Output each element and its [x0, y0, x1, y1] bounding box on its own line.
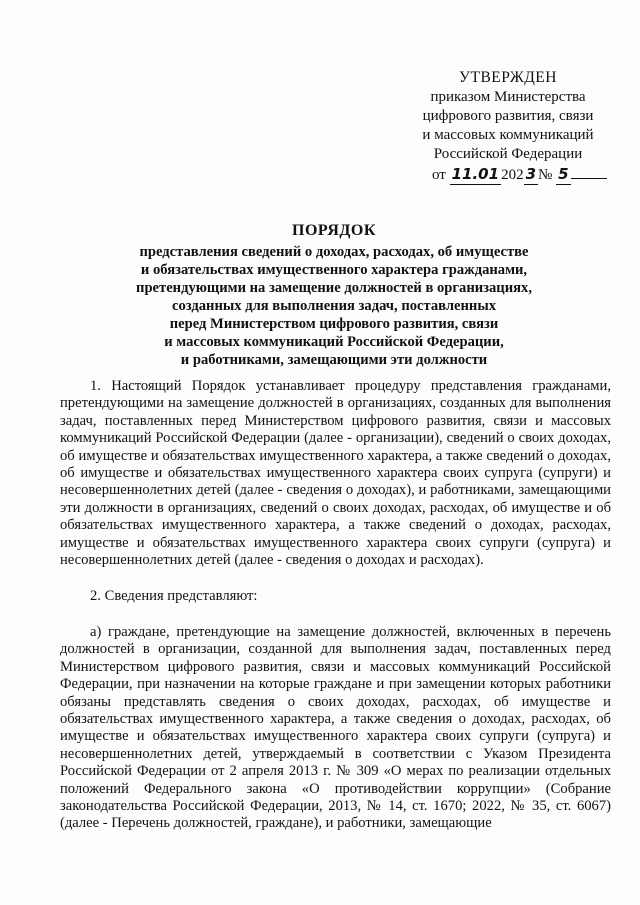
- paragraph-2: 2. Сведения представляют:: [90, 588, 258, 605]
- approval-line-4: Российской Федерации: [433, 146, 583, 162]
- title-line-1: представления сведений о доходах, расходах, об имуществе: [139, 244, 529, 260]
- approval-line-2: цифрового развития, связи: [422, 108, 594, 124]
- paragraph-2a: а) граждане, претендующие на замещение должностей, включенных в перечень должностей в организации, созданной для выполнения задач, поставленных перед Министерством цифрового развития, связи и массовых коммуникаций Российской Федерации, при назначении на которые граждане и при замещении которых работники обязаны представлять сведения о своих доходах, расходах, об имуществе и обязательствах имущественного характера, а также сведения о доходах, расходах, об имуществе и обязательствах имущественного характера своих супруги (супруга) и несовершеннолетних детей, утверждаемый в соответствии с Указом Президента Российской Федерации от 2 апреля 2013 г. № 309 «О мерах по реализации отдельных положений Федерального закона «О противодействии коррупции» (Собрание законодательства Российской Федерации, 2013, № 14, ст. 1670; 2022, № 35, ст. 6067) (далее - Перечень должностей, граждане), и работники, замещающие: [60, 623, 611, 832]
- document-title: [60, 222, 608, 369]
- title-line-4: созданных для выполнения задач, поставленных: [171, 298, 497, 314]
- handwritten-date: 11.01: [451, 165, 500, 183]
- date-prefix: от: [432, 167, 446, 183]
- paragraph-1: 1. Настоящий Порядок устанавливает процедуру представления гражданами, претендующими на замещение должностей в организациях, созданных для выполнения задач, поставленных перед Министерством цифрового развития, связи и массовых коммуникаций Российской Федерации (далее - организации), сведений о своих доходах, об имуществе и обязательствах имущественного характера, а также сведений о доходах, об имуществе и обязательствах имущественного характера своих супруга (супруги) и несовершеннолетних детей (далее - сведения о доходах), и работниками, замещающими эти должности в организациях, сведений о своих доходах, расходах, об имуществе и об обязательствах имущественного характера, а также сведений о доходах, расходах, имуществе и обязательствах имущественного характера своих супруги (супруга) и несовершеннолетних детей (далее - сведения о доходах и расходах).: [60, 378, 611, 569]
- number-underline: [571, 164, 607, 179]
- document-body: [60, 378, 611, 833]
- title-line-7: и работниками, замещающими эти должности: [180, 352, 488, 368]
- approval-date-line: [404, 164, 612, 185]
- approval-line-3: и массовых коммуникаций: [422, 127, 594, 143]
- title-line-2: и обязательствах имущественного характера гражданами,: [140, 262, 528, 278]
- approval-stamp: [404, 68, 612, 185]
- title-line-6: и массовых коммуникаций Российской Федерации,: [164, 334, 504, 350]
- title-line-3: претендующими на замещение должностей в организациях,: [136, 280, 532, 296]
- title-line-5: перед Министерством цифрового развития, связи: [169, 316, 499, 332]
- approved-heading: УТВЕРЖДЕН: [459, 69, 557, 86]
- approval-line-1: приказом Министерства: [430, 89, 586, 105]
- handwritten-number: 5: [558, 165, 569, 183]
- handwritten-year: 3: [525, 165, 536, 183]
- number-prefix: №: [538, 167, 553, 183]
- year-prefix: 202: [501, 167, 524, 183]
- title-main: ПОРЯДОК: [292, 222, 376, 239]
